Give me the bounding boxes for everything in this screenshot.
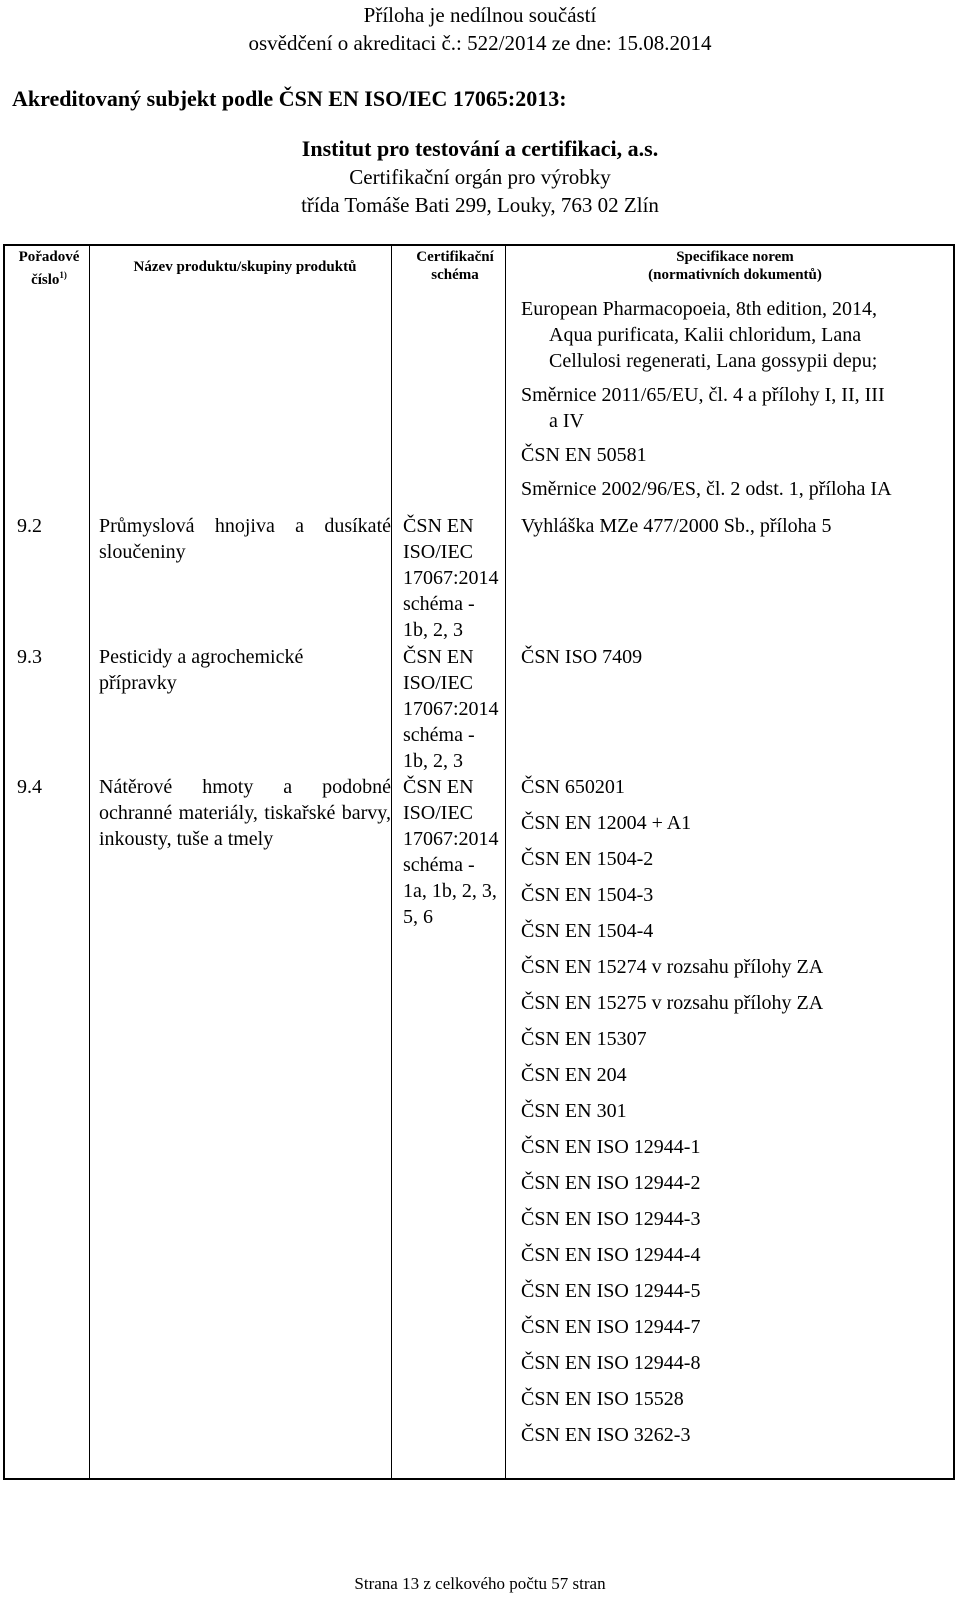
- accredited-subject-heading: Akreditovaný subjekt podle ČSN EN ISO/IEC 17065:2013:: [12, 86, 567, 111]
- product-name: Nátěrové hmoty a podobné ochranné materiály, tiskařské barvy, inkousty, tuše a tmely: [99, 776, 391, 850]
- spec-line: ČSN EN ISO 12944-8: [521, 1352, 701, 1374]
- spec-line: ČSN EN ISO 12944-4: [521, 1244, 701, 1266]
- spec-line: Směrnice 2011/65/EU, čl. 4 a přílohy I, II, III: [521, 384, 885, 406]
- institute-name: Institut pro testování a certifikaci, a.s.: [301, 136, 659, 161]
- spec-line: ČSN EN ISO 12944-1: [521, 1136, 701, 1158]
- column-divider: [391, 246, 392, 1478]
- certification-body: Certifikační orgán pro výrobky: [349, 165, 611, 189]
- spec-line: ČSN EN ISO 12944-7: [521, 1316, 701, 1338]
- spec-line: ČSN EN 15275 v rozsahu přílohy ZA: [521, 992, 824, 1014]
- spec-line: a IV: [549, 410, 584, 432]
- spec-line: ČSN EN 12004 + A1: [521, 812, 692, 834]
- certificate-reference: osvědčení o akreditaci č.: 522/2014 ze dne: 15.08.2014: [248, 31, 712, 55]
- product-name: Pesticidy a agrochemické přípravky: [99, 646, 304, 694]
- spec-line: ČSN ISO 7409: [521, 646, 643, 668]
- certification-scheme: ČSN EN ISO/IEC 17067:2014 schéma - 1b, 2, 3: [403, 515, 499, 641]
- product-name: Průmyslová hnojiva a dusíkaté sloučeniny: [99, 515, 391, 563]
- institute-address: třída Tomáše Bati 299, Louky, 763 02 Zlín: [301, 193, 659, 217]
- spec-line: ČSN EN 1504-2: [521, 848, 654, 870]
- column-divider: [89, 246, 90, 1478]
- spec-line: ČSN EN 1504-4: [521, 920, 654, 942]
- products-table: [3, 244, 955, 1480]
- spec-line: Směrnice 2002/96/ES, čl. 2 odst. 1, příloha IA: [521, 478, 892, 500]
- row-number: 9.4: [17, 776, 42, 798]
- spec-line: ČSN EN 15274 v rozsahu přílohy ZA: [521, 956, 824, 978]
- row-number: 9.2: [17, 515, 42, 537]
- spec-line: ČSN EN ISO 3262-3: [521, 1424, 691, 1446]
- header-product-name: Název produktu/skupiny produktů: [133, 259, 357, 275]
- spec-line: ČSN EN 1504-3: [521, 884, 654, 906]
- header-scheme: Certifikační schéma: [416, 249, 494, 283]
- header-order-number: Pořadové číslo$^{1)}$: [18, 249, 80, 288]
- continued-specs: [521, 296, 953, 502]
- row-number: 9.3: [17, 646, 42, 668]
- spec-line: ČSN EN ISO 12944-3: [521, 1208, 701, 1230]
- spec-line: ČSN EN 204: [521, 1064, 627, 1086]
- spec-line: ČSN EN 50581: [521, 444, 647, 466]
- annex-note: Příloha je nedílnou součástí: [363, 3, 597, 27]
- spec-line: ČSN EN ISO 12944-2: [521, 1172, 701, 1194]
- spec-line: ČSN EN 301: [521, 1100, 627, 1122]
- spec-line: Cellulosi regenerati, Lana gossypii depu;: [549, 350, 878, 372]
- spec-line: ČSN 650201: [521, 776, 625, 798]
- certification-scheme: ČSN EN ISO/IEC 17067:2014 schéma - 1a, 1b, 2, 3, 5, 6: [403, 776, 499, 928]
- header-specification: Specifikace norem (normativních dokumentů): [648, 249, 822, 283]
- spec-line: ČSN EN 15307: [521, 1028, 647, 1050]
- spec-line: European Pharmacopoeia, 8th edition, 2014,: [521, 298, 878, 320]
- spec-line: ČSN EN ISO 15528: [521, 1388, 684, 1410]
- spec-line: Aqua purificata, Kalii chloridum, Lana: [549, 324, 862, 346]
- spec-line: Vyhláška MZe 477/2000 Sb., příloha 5: [521, 515, 832, 537]
- spec-line: ČSN EN ISO 12944-5: [521, 1280, 701, 1302]
- certification-scheme: ČSN EN ISO/IEC 17067:2014 schéma - 1b, 2, 3: [403, 646, 499, 772]
- page-footer: Strana 13 z celkového počtu 57 stran: [354, 1574, 606, 1593]
